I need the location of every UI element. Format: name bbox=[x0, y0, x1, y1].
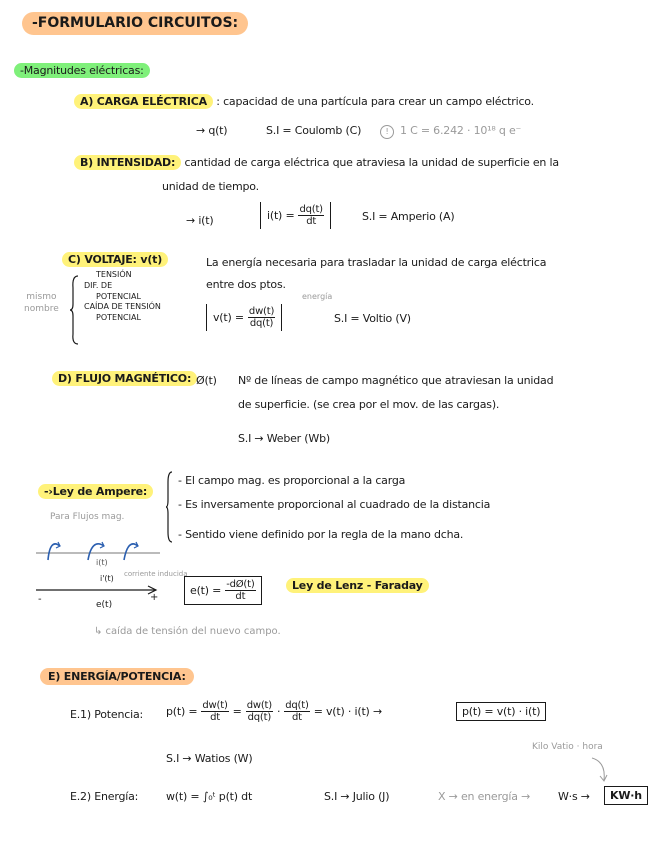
heading-flujo-magnetico: D) FLUJO MAGNÉTICO: bbox=[52, 371, 197, 386]
voltage-drop-note: ↳ caída de tensión del nuevo campo. bbox=[94, 626, 281, 637]
potencia-formula: p(t) = $\frac{dw(t)}{dt}$ = $\frac{dw(t)}{dq(t)}$ · $\frac{dq(t)}{dt}$ = v(t) · i(t) → bbox=[166, 700, 382, 723]
potencia-result-box: p(t) = v(t) · i(t) bbox=[456, 702, 546, 721]
emf-label: e(t) bbox=[96, 600, 113, 610]
voltaje-description-2: entre dos ptos. bbox=[206, 278, 286, 291]
intensidad-si-unit: S.I = Amperio (A) bbox=[362, 210, 455, 223]
same-name-note: mismo nombre bbox=[24, 292, 59, 314]
potencia-si-unit: S.I → Watios (W) bbox=[166, 752, 253, 765]
ampere-point-1: - El campo mag. es proporcional a la carga bbox=[178, 474, 406, 487]
energia-si-unit: S.I → Julio (J) bbox=[324, 790, 390, 803]
potencia-label: E.1) Potencia: bbox=[70, 708, 144, 721]
section-a bbox=[74, 95, 534, 108]
lenz-faraday-label: Ley de Lenz - Faraday bbox=[286, 578, 429, 593]
alias-brace bbox=[70, 276, 80, 344]
induced-current-note: corriente inducida bbox=[124, 570, 188, 578]
heading-intensidad: B) INTENSIDAD: bbox=[74, 155, 181, 170]
kwh-note: Kilo Vatio · hora bbox=[532, 742, 603, 752]
voltaje-description-1: La energía necesaria para trasladar la unidad de carga eléctrica bbox=[206, 256, 547, 269]
intensidad-formula: i(t) = $\frac{dq(t)}{dt}$ bbox=[260, 202, 331, 229]
voltaje-si-unit: S.I = Voltio (V) bbox=[334, 312, 411, 325]
flujo-symbol: Ø(t) bbox=[196, 374, 217, 387]
carga-equivalence: ! 1 C = 6.242 · 10¹⁸ q e⁻ bbox=[380, 124, 521, 139]
energia-formula: w(t) = ∫₀ᵗ p(t) dt bbox=[166, 790, 253, 803]
heading-ley-ampere: -›Ley de Ampere: bbox=[38, 484, 153, 499]
voltage-aliases: TENSIÓN DIF. DE POTENCIAL CAÍDA DE TENSIÓN POTENCIAL bbox=[84, 270, 161, 323]
ampere-point-3: - Sentido viene definido por la regla de la mano dcha. bbox=[178, 528, 464, 541]
ampere-point-2: - Es inversamente proporcional al cuadrado de la distancia bbox=[178, 498, 491, 511]
flujo-si-unit: S.I → Weber (Wb) bbox=[238, 432, 330, 445]
ws-unit: W·s → bbox=[558, 790, 590, 803]
intensidad-symbol: → i(t) bbox=[186, 214, 214, 227]
section-heading-magnitudes: -Magnitudes eléctricas: bbox=[14, 63, 150, 78]
minus-sign: - bbox=[38, 594, 42, 605]
heading-energia-potencia: E) ENERGÍA/POTENCIA: bbox=[40, 668, 194, 685]
flujo-description-1: Nº de líneas de campo magnético que atraviesan la unidad bbox=[238, 374, 554, 387]
carga-si-unit: S.I = Coulomb (C) bbox=[266, 124, 362, 137]
page-title: -FORMULARIO CIRCUITOS: bbox=[22, 12, 248, 35]
info-circle-icon: ! bbox=[380, 125, 394, 139]
flux-note: Para Flujos mag. bbox=[50, 512, 125, 522]
kwh-box: KW·h bbox=[604, 786, 648, 805]
intensidad-description-2: unidad de tiempo. bbox=[162, 180, 259, 193]
voltaje-formula: v(t) = $\frac{dw(t)}{dq(t)}$ bbox=[206, 304, 282, 331]
current-label: i(t) bbox=[96, 558, 108, 567]
energia-label: E.2) Energía: bbox=[70, 790, 139, 803]
carga-symbol: → q(t) bbox=[196, 124, 228, 137]
plus-sign: + bbox=[150, 592, 159, 603]
induced-current-label: i'(t) bbox=[100, 574, 114, 583]
intensidad-description-1: cantidad de carga eléctrica que atraviesa la unidad de superficie en la bbox=[184, 156, 559, 169]
energia-x-note: X → en energía → bbox=[438, 790, 531, 803]
section-b bbox=[74, 156, 559, 169]
heading-voltaje: C) VOLTAJE: v(t) bbox=[62, 252, 168, 267]
energy-note: energía bbox=[302, 292, 333, 301]
flujo-description-2: de superficie. (se crea por el mov. de las cargas). bbox=[238, 398, 500, 411]
carga-description: : capacidad de una partícula para crear un campo eléctrico. bbox=[216, 95, 534, 108]
faraday-formula: e(t) = $\frac{-dØ(t)}{dt}$ bbox=[184, 576, 262, 605]
ampere-brace bbox=[166, 472, 174, 542]
kwh-arrow-icon bbox=[590, 756, 610, 784]
heading-carga-electrica: A) CARGA ELÉCTRICA bbox=[74, 94, 213, 109]
